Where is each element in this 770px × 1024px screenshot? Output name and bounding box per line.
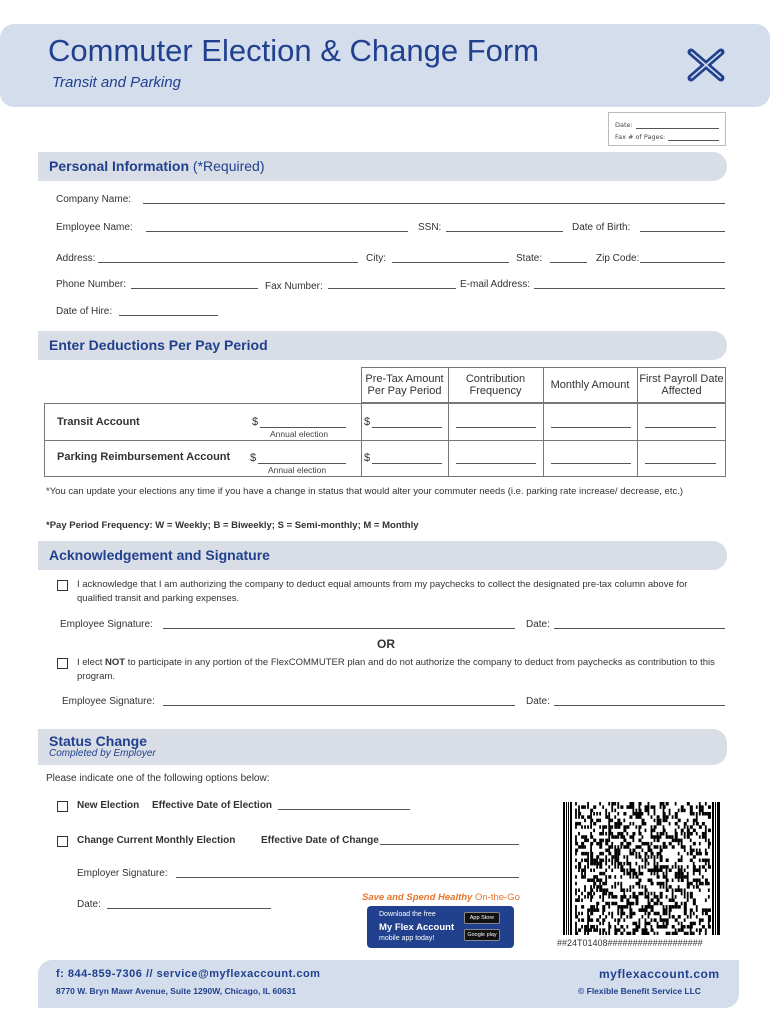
- decline-statement: I elect NOT to participate in any portion of the FlexCOMMUTER plan and do not authorize the company to deduct from paychecks as contribution to this program.: [77, 657, 715, 682]
- new-effective-label: Effective Date of Election: [152, 800, 273, 811]
- city-field[interactable]: [392, 262, 509, 263]
- footer-website[interactable]: myflexaccount.com: [599, 967, 720, 981]
- deductions-section-title: Enter Deductions Per Pay Period: [49, 337, 268, 353]
- signature-date-field[interactable]: [554, 628, 725, 629]
- new-election-label: New Election: [77, 800, 140, 811]
- footer-contact: f: 844-859-7306 // service@myflexaccount.com: [56, 968, 321, 980]
- frequency-legend-note: *Pay Period Frequency: W = Weekly; B = Biweekly; S = Semi-monthly; M = Monthly: [46, 520, 419, 531]
- date-label: Date:: [615, 121, 633, 129]
- employer-date-label: Date:: [77, 899, 101, 910]
- status-instruction: Please indicate one of the following options below:: [46, 773, 270, 784]
- promo-tagline: Save and Spend Healthy On-the-Go: [362, 892, 520, 903]
- authorize-statement: I acknowledge that I am authorizing the company to deduct equal amounts from my paychecks to collect the designated pre-tax column above for qualified transit and parking expenses.: [77, 579, 688, 604]
- change-effective-label: Effective Date of Change: [261, 835, 379, 846]
- update-elections-note: *You can update your elections any time if you have a change in status that would alter your commuter needs (i.e. parking rate increase/ decrease, etc.): [46, 486, 684, 497]
- decline-signature-field[interactable]: [163, 705, 515, 706]
- parking-monthly-field[interactable]: [551, 463, 631, 464]
- employee-signature-label: Employee Signature:: [60, 619, 153, 630]
- change-election-label: Change Current Monthly Election: [77, 835, 236, 846]
- employer-date-field[interactable]: [107, 908, 271, 909]
- currency-symbol: $: [364, 416, 371, 428]
- address-field[interactable]: [98, 262, 358, 263]
- transit-account-label: Transit Account: [57, 416, 140, 428]
- zip-field[interactable]: [640, 262, 725, 263]
- decline-date-field[interactable]: [554, 705, 725, 706]
- ack-section-title: Acknowledgement and Signature: [49, 547, 270, 563]
- ssn-label: SSN:: [418, 222, 442, 233]
- zip-label: Zip Code:: [596, 253, 640, 264]
- transit-monthly-field[interactable]: [551, 427, 631, 428]
- transit-first-payroll-field[interactable]: [645, 427, 716, 428]
- parking-account-label: Parking Reimbursement Account: [57, 451, 231, 463]
- currency-symbol: $: [364, 452, 371, 464]
- mobile-text: mobile app today!: [379, 935, 435, 942]
- date-field[interactable]: [636, 121, 719, 129]
- change-election-checkbox[interactable]: [57, 836, 68, 847]
- dob-label: Date of Birth:: [572, 222, 631, 233]
- address-label: Address:: [56, 253, 96, 264]
- annual-election-label: Annual election: [270, 429, 329, 439]
- col-monthly: Monthly Amount: [550, 379, 630, 391]
- barcode-text: ##24T01408###################: [557, 938, 703, 948]
- form-title: Commuter Election & Change Form: [48, 33, 540, 68]
- city-label: City:: [366, 253, 386, 264]
- fax-pages-field[interactable]: [668, 133, 719, 141]
- hire-date-label: Date of Hire:: [56, 306, 113, 317]
- signature-date-label: Date:: [526, 619, 550, 630]
- decline-date-label: Date:: [526, 696, 550, 707]
- col-frequency: Contribution Frequency: [465, 373, 526, 397]
- parking-frequency-field[interactable]: [456, 463, 536, 464]
- fax-pages-label: Fax # of Pages:: [615, 133, 666, 141]
- annual-election-label: Annual election: [268, 465, 327, 475]
- authorize-checkbox[interactable]: [57, 580, 68, 591]
- decline-checkbox[interactable]: [57, 658, 68, 669]
- new-election-checkbox[interactable]: [57, 801, 68, 812]
- state-field[interactable]: [550, 262, 587, 263]
- personal-section-title: Personal Information (*Required): [49, 158, 265, 174]
- state-label: State:: [516, 253, 543, 264]
- employer-signature-field[interactable]: [176, 877, 519, 878]
- fax-field[interactable]: [328, 288, 456, 289]
- employer-signature-label: Employer Signature:: [77, 868, 168, 879]
- status-section-subtitle: Completed by Employer: [49, 748, 156, 759]
- employee-name-field[interactable]: [146, 231, 408, 232]
- employee-name-label: Employee Name:: [56, 222, 133, 233]
- row-divider: [44, 440, 726, 441]
- employee-signature-label: Employee Signature:: [62, 696, 155, 707]
- currency-symbol: $: [252, 416, 259, 428]
- form-subtitle: Transit and Parking: [52, 74, 181, 91]
- flex-logo-icon: [683, 44, 729, 86]
- ssn-field[interactable]: [446, 231, 563, 232]
- transit-pretax-field[interactable]: [372, 427, 442, 428]
- employee-signature-field[interactable]: [163, 628, 515, 629]
- parking-first-payroll-field[interactable]: [645, 463, 716, 464]
- app-name: My Flex Account: [379, 922, 455, 933]
- col-first-payroll: First Payroll Date Affected: [639, 373, 724, 397]
- col-pretax: Pre-Tax Amount Per Pay Period: [365, 373, 444, 397]
- change-effective-date-field[interactable]: [380, 844, 519, 845]
- company-name-field[interactable]: [143, 203, 725, 204]
- date-fax-box: [608, 112, 726, 146]
- hire-date-field[interactable]: [119, 315, 218, 316]
- email-label: E-mail Address:: [460, 279, 531, 290]
- phone-field[interactable]: [131, 288, 258, 289]
- app-store-badge[interactable]: App Store: [464, 912, 500, 924]
- fax-label: Fax Number:: [265, 281, 323, 292]
- new-effective-date-field[interactable]: [278, 809, 410, 810]
- currency-symbol: $: [250, 452, 257, 464]
- barcode-image: [563, 802, 720, 935]
- download-text: Download the free: [379, 911, 436, 918]
- parking-pretax-field[interactable]: [372, 463, 442, 464]
- google-play-badge[interactable]: Google play: [464, 929, 500, 941]
- transit-annual-election-field[interactable]: [260, 427, 346, 428]
- transit-frequency-field[interactable]: [456, 427, 536, 428]
- phone-label: Phone Number:: [56, 279, 127, 290]
- email-field[interactable]: [534, 288, 725, 289]
- status-section-title: Status Change: [49, 733, 148, 749]
- dob-field[interactable]: [640, 231, 725, 232]
- parking-annual-election-field[interactable]: [258, 463, 346, 464]
- or-divider-label: OR: [377, 637, 395, 651]
- footer-copyright: © Flexible Benefit Service LLC: [578, 986, 701, 996]
- footer-address: 8770 W. Bryn Mawr Avenue, Suite 1290W, Chicago, IL 60631: [56, 986, 297, 996]
- company-name-label: Company Name:: [56, 194, 132, 205]
